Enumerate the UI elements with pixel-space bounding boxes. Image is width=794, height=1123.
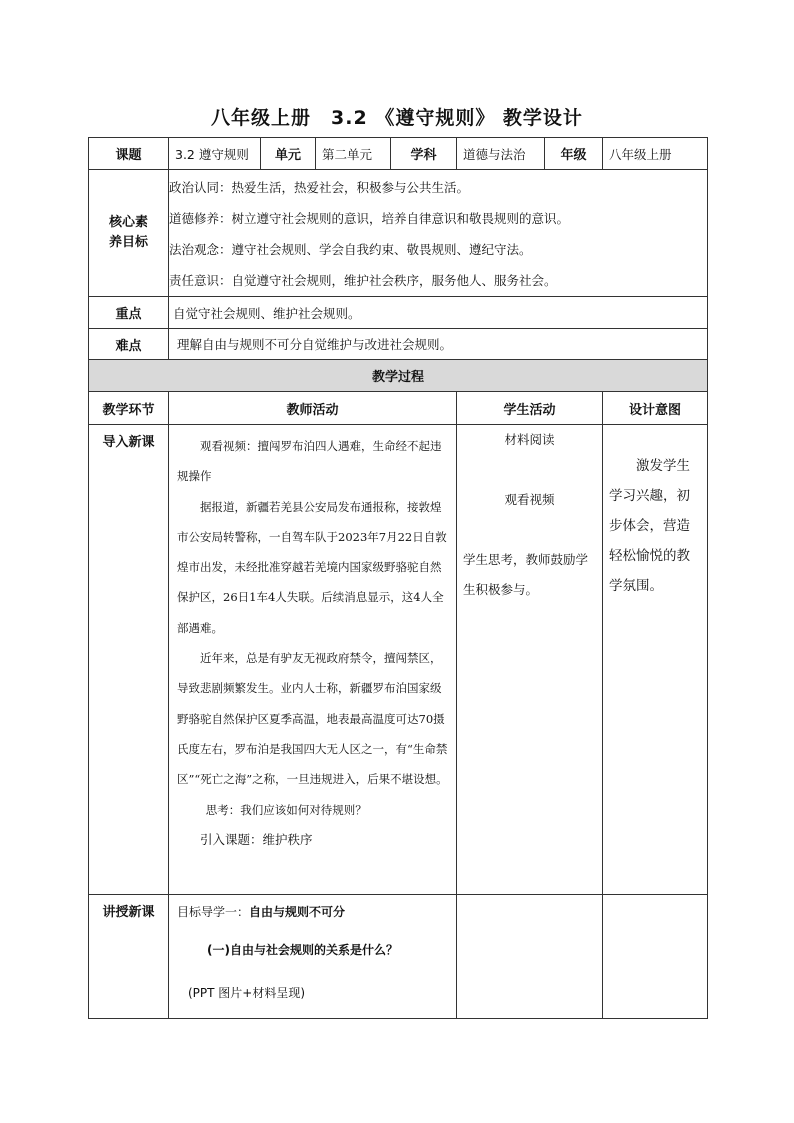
key-point-value: 自觉守社会规则、维护社会规则。	[169, 297, 708, 329]
lecture-row	[89, 895, 708, 1019]
student-activity-video: 观看视频	[504, 492, 555, 507]
lecture-goal-prefix: 目标导学一：	[177, 905, 250, 919]
student-activity-reading: 材料阅读	[504, 432, 555, 447]
core-literacy-row	[89, 170, 708, 297]
lecture-intent-cell	[603, 895, 708, 1019]
subject-value: 道德与法治	[457, 138, 545, 170]
col-stage: 教学环节	[89, 392, 169, 425]
intro-report-text: 据报道，新疆若羌县公安局发布通报称，接敦煌市公安局转警称，一自驾车队于2023年7月22日自敦煌市出发，未经批准穿越若羌境内国家级野骆驼自然保护区，26日1车4人失联。后续消息显示，这4人全部遇难。	[177, 499, 447, 635]
lecture-stage: 讲授新课	[89, 895, 169, 1019]
difficulty-label: 难点	[89, 329, 169, 360]
lecture-question: (一)自由与社会规则的关系是什么？	[207, 943, 398, 957]
core-literacy-label: 核心素养目标	[89, 170, 169, 297]
info-row	[89, 138, 708, 170]
core-item-law: 法治观念：遵守社会规则、学会自我约束、敬畏规则、遵纪守法。	[169, 242, 532, 257]
difficulty-row	[89, 329, 708, 360]
intro-background-text: 近年来，总是有驴友无视政府禁令，擅闯禁区，导致悲剧频繁发生。业内人士称，新疆罗布泊国家级野骆驼自然保护区夏季高温，地表最高温度可达70摄氏度左右，罗布泊是我国四大无人区之一，有“生命禁区”“死亡之海”之称，一旦违规进入，后果不堪设想。	[177, 651, 448, 787]
lecture-material: (PPT 图片+材料呈现)	[188, 986, 306, 1000]
difficulty-value: 理解自由与规则不可分自觉维护与改进社会规则。	[169, 329, 708, 360]
key-point-row	[89, 297, 708, 329]
grade-label: 年级	[545, 138, 603, 170]
key-point-label: 重点	[89, 297, 169, 329]
lecture-teacher-cell	[169, 895, 457, 1019]
lecture-student-cell	[457, 895, 603, 1019]
design-intent-text: 激发学生学习兴趣，初步体会，营造轻松愉悦的教学氛围。	[609, 458, 690, 594]
col-intent: 设计意图	[603, 392, 708, 425]
unit-value: 第二单元	[316, 138, 391, 170]
intro-question-text: 思考：我们应该如何对待规则？	[205, 802, 367, 817]
lecture-goal-title: 自由与规则不可分	[249, 905, 346, 919]
column-header-row	[89, 392, 708, 425]
intro-stage: 导入新课	[89, 425, 169, 895]
topic-value: 3.2 遵守规则	[169, 138, 261, 170]
intro-row	[89, 425, 708, 895]
col-student: 学生活动	[457, 392, 603, 425]
intro-student-cell	[457, 425, 603, 895]
core-item-responsibility: 责任意识：自觉遵守社会规则，维护社会秩序，服务他人、服务社会。	[169, 273, 557, 288]
grade-value: 八年级上册	[603, 138, 708, 170]
intro-video-text: 观看视频：擅闯罗布泊四人遇难，生命经不起违规操作	[177, 439, 442, 484]
core-item-political: 政治认同：热爱生活，热爱社会，积极参与公共生活。	[169, 180, 470, 195]
process-header-row	[89, 360, 708, 392]
student-activity-thinking: 学生思考，教师鼓励学生积极参与。	[463, 552, 589, 597]
intro-intent-cell	[603, 425, 708, 895]
core-literacy-cell	[169, 170, 708, 297]
subject-label: 学科	[391, 138, 457, 170]
lesson-plan-table	[88, 137, 708, 1019]
unit-label: 单元	[261, 138, 316, 170]
col-teacher: 教师活动	[169, 392, 457, 425]
topic-label: 课题	[89, 138, 169, 170]
intro-topic-text: 引入课题：维护秩序	[200, 831, 313, 847]
page-title: 八年级上册 3.2 《遵守规则》 教学设计	[211, 107, 583, 129]
core-item-moral: 道德修养：树立遵守社会规则的意识，培养自律意识和敬畏规则的意识。	[169, 211, 570, 226]
intro-teacher-cell	[169, 425, 457, 895]
process-header: 教学过程	[89, 360, 708, 392]
